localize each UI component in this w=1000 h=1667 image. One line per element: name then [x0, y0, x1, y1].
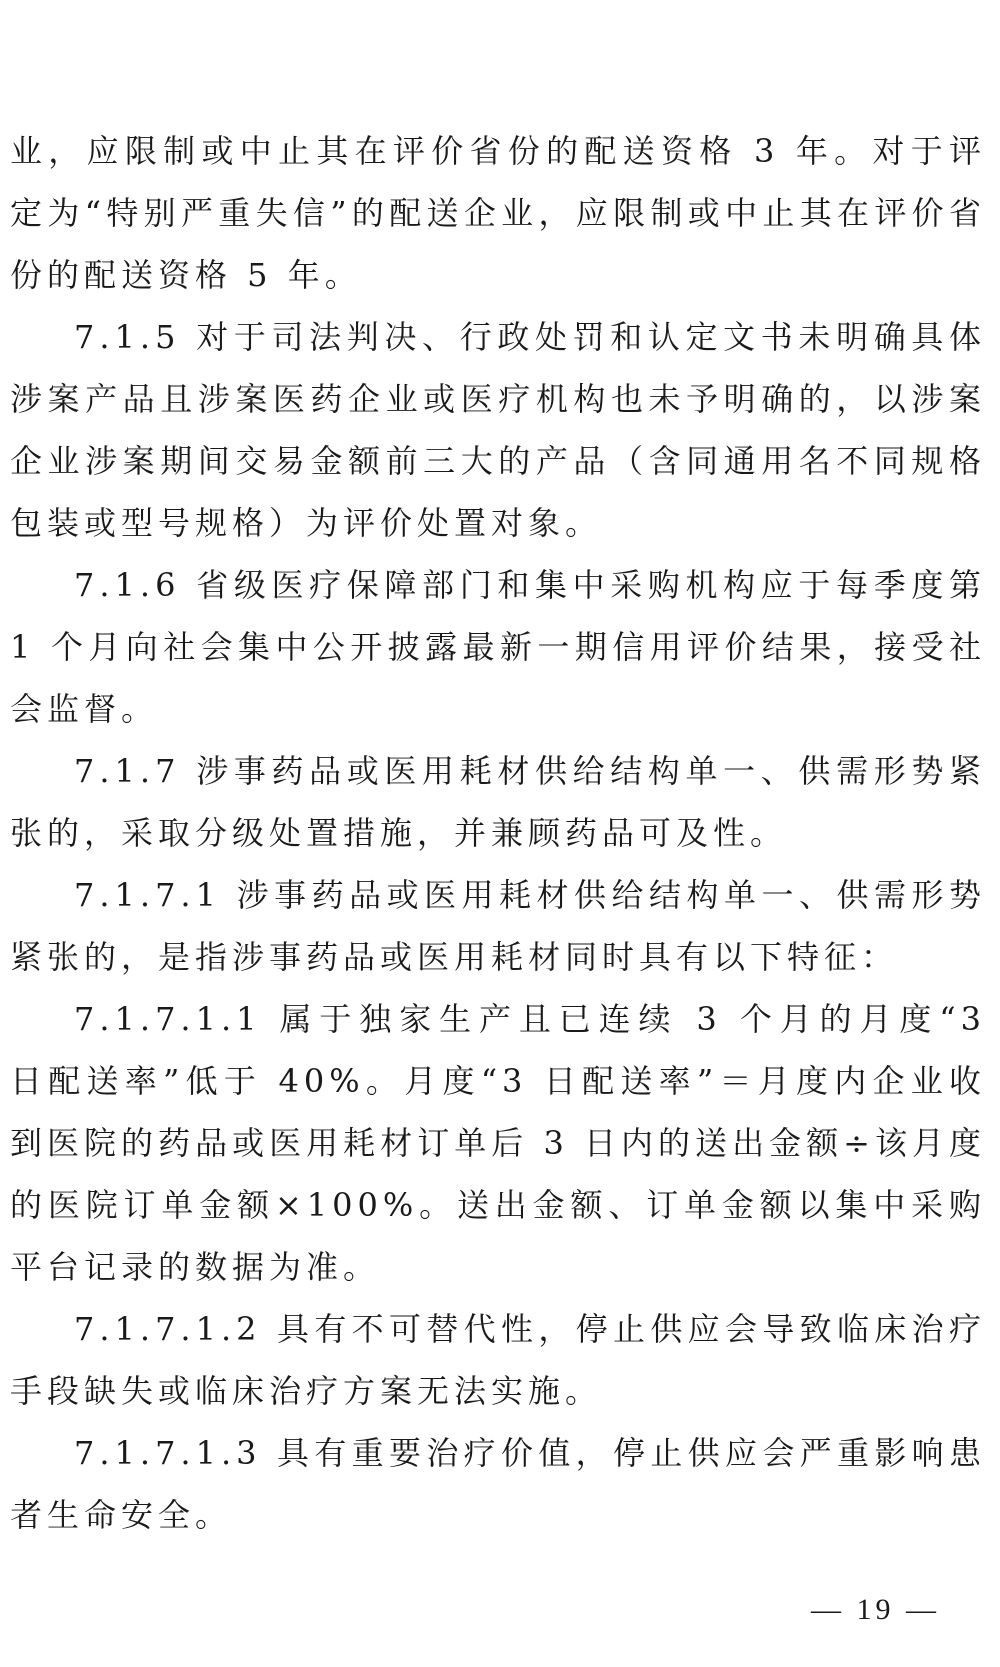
paragraph-7-1-7-1-1: 7.1.7.1.1 属于独家生产且已连续 3 个月的月度“3 日配送率”低于 40%。月度“3 日配送率”＝月度内企业收到医院的药品或医用耗材订单后 3 日内的送出金额÷该月度的医院订单金额×100%。送出金额、订单金额以集中采购平台记录的数据为准。 [10, 1000, 986, 1286]
body-text [10, 120, 986, 1546]
paragraph-7-1-7: 7.1.7 涉事药品或医用耗材供给结构单一、供需形势紧张的，采取分级处置措施，并兼顾药品可及性。 [10, 752, 986, 852]
paragraph-7-1-5: 7.1.5 对于司法判决、行政处罚和认定文书未明确具体涉案产品且涉案医药企业或医疗机构也未予明确的，以涉案企业涉案期间交易金额前三大的产品（含同通用名不同规格包装或型号规格）为评价处置对象。 [10, 318, 986, 542]
paragraph-7-1-6: 7.1.6 省级医疗保障部门和集中采购机构应于每季度第 1 个月向社会集中公开披露最新一期信用评价结果，接受社会监督。 [10, 566, 986, 728]
paragraph-7-1-7-1-2: 7.1.7.1.2 具有不可替代性，停止供应会导致临床治疗手段缺失或临床治疗方案无法实施。 [10, 1310, 986, 1410]
paragraph-7-1-7-1-3: 7.1.7.1.3 具有重要治疗价值，停止供应会严重影响患者生命安全。 [10, 1434, 986, 1534]
paragraph-continuation: 业，应限制或中止其在评价省份的配送资格 3 年。对于评定为“特别严重失信”的配送企业，应限制或中止其在评价省份的配送资格 5 年。 [10, 132, 986, 294]
paragraph-7-1-7-1: 7.1.7.1 涉事药品或医用耗材供给结构单一、供需形势紧张的，是指涉事药品或医用耗材同时具有以下特征： [10, 876, 986, 976]
page-number: — 19 — [811, 1593, 940, 1626]
